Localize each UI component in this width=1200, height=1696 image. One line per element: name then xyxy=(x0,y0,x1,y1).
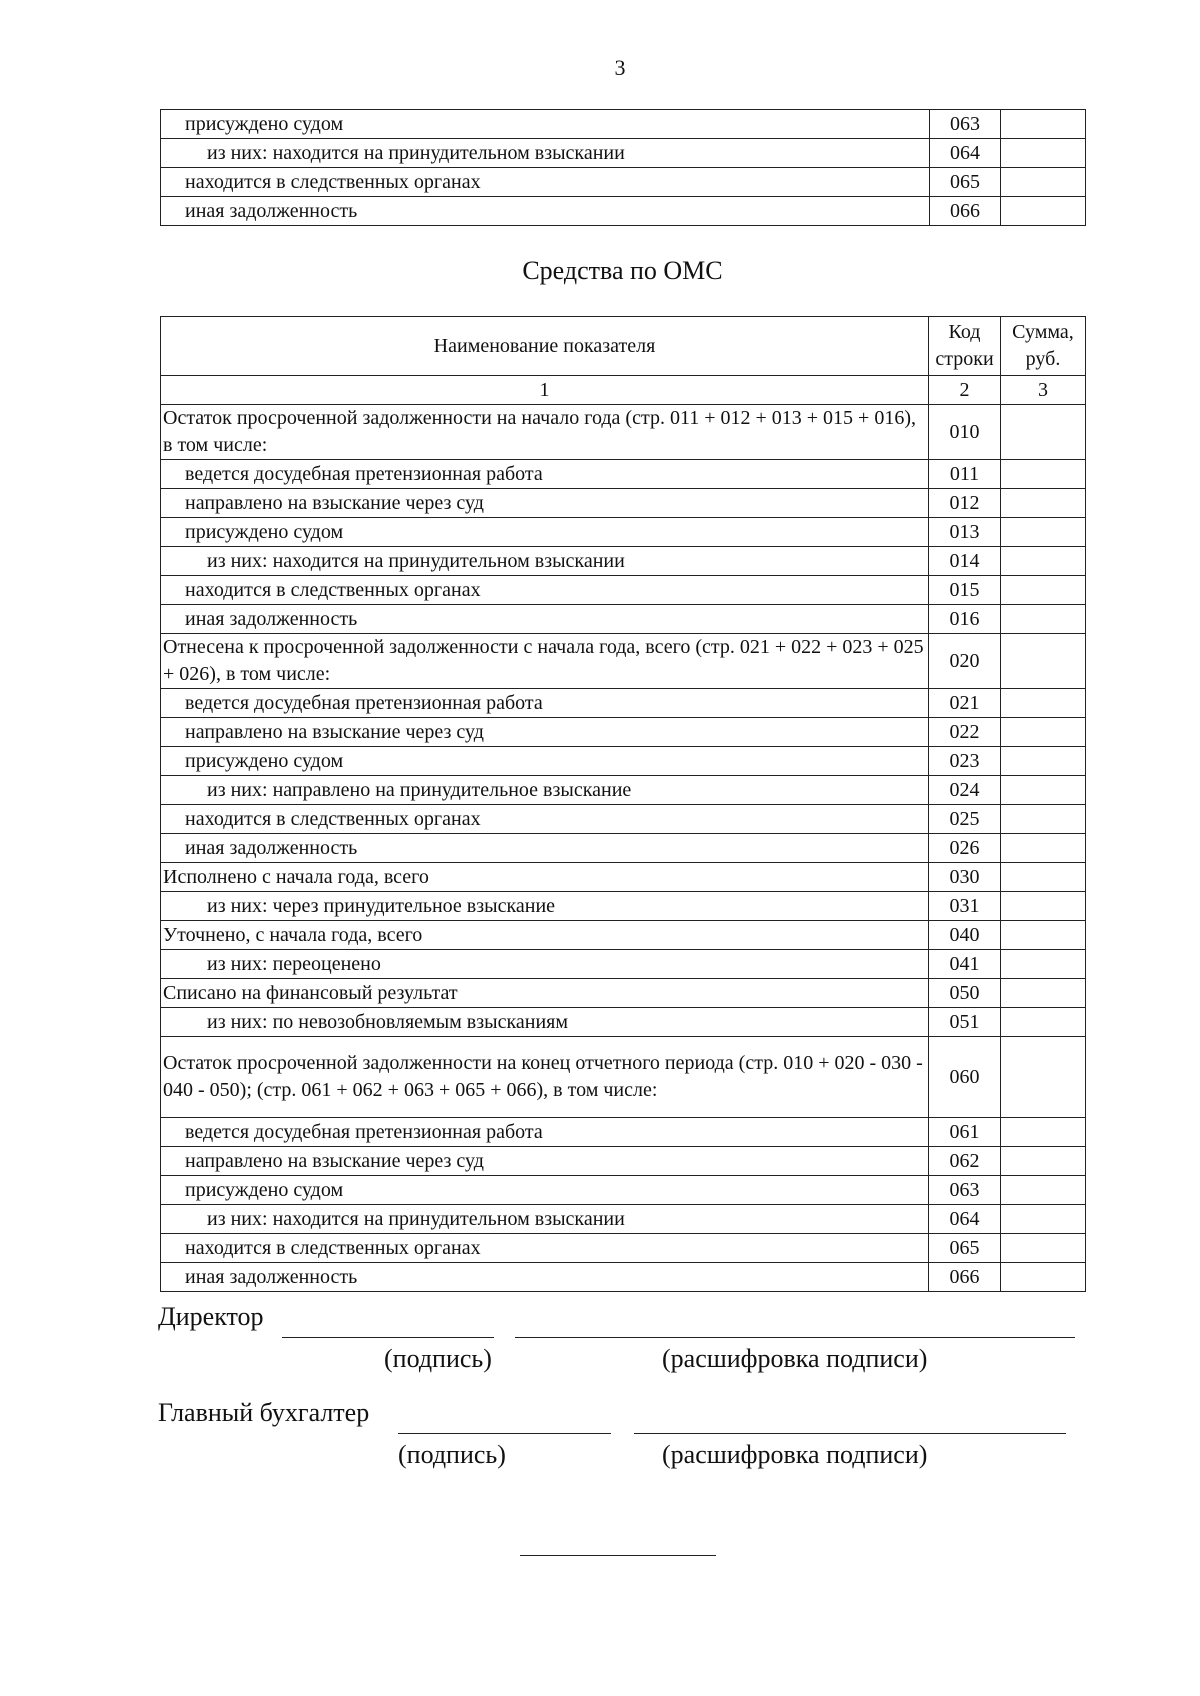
table-row xyxy=(161,950,1086,979)
row-sum-cell[interactable] xyxy=(1001,1234,1086,1263)
table-row xyxy=(161,776,1086,805)
row-sum-cell[interactable] xyxy=(1001,547,1086,576)
oms-table xyxy=(160,316,1086,1292)
header-code xyxy=(929,317,1001,376)
row-sum-cell[interactable] xyxy=(1001,1263,1086,1292)
row-sum-cell[interactable] xyxy=(1001,460,1086,489)
chief-accountant-decode-hint: (расшифровка подписи) xyxy=(662,1440,928,1469)
column-number-3: 3 xyxy=(1001,376,1086,405)
row-code: 065 xyxy=(929,1234,1001,1263)
row-sum-cell[interactable] xyxy=(1001,197,1086,226)
row-code: 016 xyxy=(929,605,1001,634)
row-sum-cell[interactable] xyxy=(1001,834,1086,863)
header-code-line2: строки xyxy=(935,348,994,370)
chief-accountant-signature-hint: (подпись) xyxy=(398,1440,506,1469)
section-title: Средства по ОМС xyxy=(522,256,723,285)
row-sum-cell[interactable] xyxy=(1001,110,1086,139)
header-code-line1: Код xyxy=(948,321,981,343)
table-row xyxy=(161,689,1086,718)
row-sum-cell[interactable] xyxy=(1001,518,1086,547)
table-row xyxy=(161,197,1086,226)
row-code: 023 xyxy=(929,747,1001,776)
row-sum-cell[interactable] xyxy=(1001,776,1086,805)
row-sum-cell[interactable] xyxy=(1001,405,1086,460)
table-row xyxy=(161,747,1086,776)
row-name: иная задолженность xyxy=(161,1263,929,1292)
row-sum-cell[interactable] xyxy=(1001,689,1086,718)
table-row xyxy=(161,518,1086,547)
director-decode-line[interactable] xyxy=(515,1337,1075,1338)
row-name: присуждено судом xyxy=(161,518,929,547)
row-name: из них: находится на принудительном взыскании xyxy=(161,547,929,576)
row-name: направлено на взыскание через суд xyxy=(161,489,929,518)
row-code: 063 xyxy=(929,1176,1001,1205)
row-code: 041 xyxy=(929,950,1001,979)
row-code: 061 xyxy=(929,1118,1001,1147)
table-row xyxy=(161,1263,1086,1292)
row-name: присуждено судом xyxy=(161,1176,929,1205)
header-name: Наименование показателя xyxy=(161,317,929,376)
director-signature-hint: (подпись) xyxy=(384,1344,492,1373)
row-name: присуждено судом xyxy=(161,110,930,139)
row-sum-cell[interactable] xyxy=(1001,863,1086,892)
table-row xyxy=(161,460,1086,489)
table-row xyxy=(161,547,1086,576)
row-sum-cell[interactable] xyxy=(1001,1147,1086,1176)
row-name: Уточнено, с начала года, всего xyxy=(161,921,929,950)
row-code: 062 xyxy=(929,1147,1001,1176)
chief-accountant-label[interactable]: Главный бухгалтер xyxy=(158,1398,370,1427)
table-row xyxy=(161,921,1086,950)
row-code: 050 xyxy=(929,979,1001,1008)
row-name: Отнесена к просроченной задолженности с начала года, всего (стр. 021 + 022 + 023 + 025 + 026), в том числе: xyxy=(161,634,929,689)
table-row xyxy=(161,805,1086,834)
top-table xyxy=(160,109,1086,226)
row-name: ведется досудебная претензионная работа xyxy=(161,1118,929,1147)
table-row xyxy=(161,139,1086,168)
row-code: 026 xyxy=(929,834,1001,863)
table-row xyxy=(161,489,1086,518)
header-sum-line1: Сумма, xyxy=(1012,321,1074,343)
row-code: 031 xyxy=(929,892,1001,921)
table-row xyxy=(161,576,1086,605)
table-row xyxy=(161,110,1086,139)
row-name: иная задолженность xyxy=(161,605,929,634)
row-code: 064 xyxy=(929,1205,1001,1234)
table-row xyxy=(161,863,1086,892)
row-sum-cell[interactable] xyxy=(1001,1118,1086,1147)
row-code: 064 xyxy=(930,139,1001,168)
table-header-row xyxy=(161,317,1086,376)
row-code: 066 xyxy=(930,197,1001,226)
row-code: 014 xyxy=(929,547,1001,576)
column-number-2: 2 xyxy=(929,376,1001,405)
row-name: ведется досудебная претензионная работа xyxy=(161,689,929,718)
table-row xyxy=(161,834,1086,863)
row-code: 013 xyxy=(929,518,1001,547)
row-sum-cell[interactable] xyxy=(1001,168,1086,197)
document-end-line xyxy=(520,1555,716,1556)
row-sum-cell[interactable] xyxy=(1001,576,1086,605)
row-code: 030 xyxy=(929,863,1001,892)
row-sum-cell[interactable] xyxy=(1001,921,1086,950)
row-code: 025 xyxy=(929,805,1001,834)
row-code: 015 xyxy=(929,576,1001,605)
table-row xyxy=(161,718,1086,747)
row-name: направлено на взыскание через суд xyxy=(161,718,929,747)
director-decode-hint: (расшифровка подписи) xyxy=(662,1344,928,1373)
row-code: 063 xyxy=(930,110,1001,139)
row-name: из них: находится на принудительном взыскании xyxy=(161,1205,929,1234)
row-code: 021 xyxy=(929,689,1001,718)
row-code: 011 xyxy=(929,460,1001,489)
table-row xyxy=(161,1234,1086,1263)
row-name: направлено на взыскание через суд xyxy=(161,1147,929,1176)
row-name: Остаток просроченной задолженности на конец отчетного периода (стр. 010 + 020 - 030 - 040 - 050); (стр. 061 + 062 + 063 + 065 + 066), в том числе: xyxy=(161,1037,929,1118)
table-row xyxy=(161,892,1086,921)
table-row xyxy=(161,1205,1086,1234)
row-sum-cell[interactable] xyxy=(1001,718,1086,747)
row-code: 040 xyxy=(929,921,1001,950)
row-sum-cell[interactable] xyxy=(1001,634,1086,689)
row-sum-cell[interactable] xyxy=(1001,747,1086,776)
row-sum-cell[interactable] xyxy=(1001,1037,1086,1118)
page-number: 3 xyxy=(614,55,626,80)
column-number-row xyxy=(161,376,1086,405)
row-name: находится в следственных органах xyxy=(161,805,929,834)
row-name: Исполнено с начала года, всего xyxy=(161,863,929,892)
table-row xyxy=(161,1147,1086,1176)
header-sum-line2: руб. xyxy=(1025,348,1061,370)
row-name: из них: находится на принудительном взыскании xyxy=(161,139,930,168)
row-sum-cell[interactable] xyxy=(1001,979,1086,1008)
column-number-1: 1 xyxy=(161,376,929,405)
header-sum xyxy=(1001,317,1086,376)
row-code: 051 xyxy=(929,1008,1001,1037)
row-sum-cell[interactable] xyxy=(1001,605,1086,634)
row-name: Остаток просроченной задолженности на начало года (стр. 011 + 012 + 013 + 015 + 016), в том числе: xyxy=(161,405,929,460)
row-name: из них: через принудительное взыскание xyxy=(161,892,929,921)
row-name: находится в следственных органах xyxy=(161,168,930,197)
row-name: из них: направлено на принудительное взыскание xyxy=(161,776,929,805)
row-sum-cell[interactable] xyxy=(1001,805,1086,834)
row-name: иная задолженность xyxy=(161,197,930,226)
table-row xyxy=(161,405,1086,460)
director-label[interactable]: Директор xyxy=(158,1302,264,1331)
row-code: 012 xyxy=(929,489,1001,518)
director-signature-line[interactable] xyxy=(282,1337,494,1338)
row-code: 060 xyxy=(929,1037,1001,1118)
row-code: 065 xyxy=(930,168,1001,197)
row-code: 024 xyxy=(929,776,1001,805)
row-name: находится в следственных органах xyxy=(161,1234,929,1263)
row-code: 066 xyxy=(929,1263,1001,1292)
chief-accountant-signature-line[interactable] xyxy=(398,1433,611,1434)
row-sum-cell[interactable] xyxy=(1001,1176,1086,1205)
table-row xyxy=(161,1118,1086,1147)
row-sum-cell[interactable] xyxy=(1001,950,1086,979)
row-name: присуждено судом xyxy=(161,747,929,776)
row-sum-cell[interactable] xyxy=(1001,892,1086,921)
row-name: ведется досудебная претензионная работа xyxy=(161,460,929,489)
row-name: Списано на финансовый результат xyxy=(161,979,929,1008)
table-row xyxy=(161,1037,1086,1118)
table-row xyxy=(161,979,1086,1008)
table-row xyxy=(161,168,1086,197)
row-code: 022 xyxy=(929,718,1001,747)
row-name: находится в следственных органах xyxy=(161,576,929,605)
row-sum-cell[interactable] xyxy=(1001,489,1086,518)
row-sum-cell[interactable] xyxy=(1001,139,1086,168)
row-name: из них: по невозобновляемым взысканиям xyxy=(161,1008,929,1037)
row-sum-cell[interactable] xyxy=(1001,1205,1086,1234)
table-row xyxy=(161,1176,1086,1205)
table-row xyxy=(161,634,1086,689)
chief-accountant-decode-line[interactable] xyxy=(634,1433,1066,1434)
row-sum-cell[interactable] xyxy=(1001,1008,1086,1037)
row-name: из них: переоценено xyxy=(161,950,929,979)
row-code: 010 xyxy=(929,405,1001,460)
table-row xyxy=(161,605,1086,634)
row-code: 020 xyxy=(929,634,1001,689)
row-name: иная задолженность xyxy=(161,834,929,863)
table-row xyxy=(161,1008,1086,1037)
